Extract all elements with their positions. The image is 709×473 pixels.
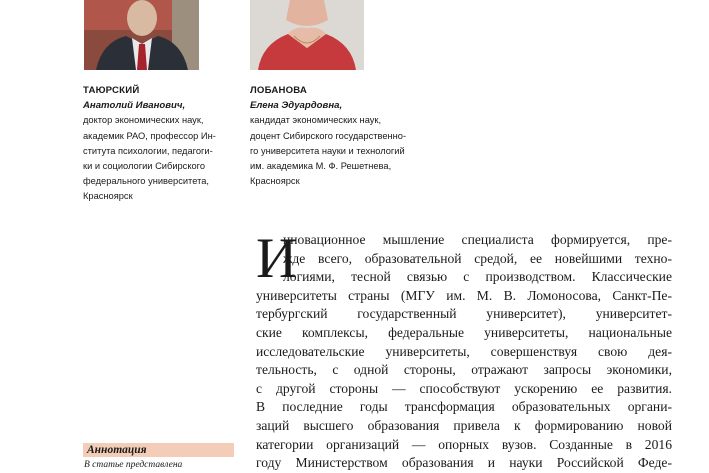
author-block-lobanova bbox=[250, 83, 440, 189]
annotation-text: В статье представлена bbox=[84, 460, 183, 470]
article-line: жде всего, образовательной средой, ее новейшими техно- bbox=[283, 250, 672, 266]
annotation-heading: Аннотация bbox=[83, 443, 234, 457]
article-line: категории организаций — опорных вузов. Созданные в 2016 bbox=[256, 436, 672, 452]
article-line: с другой стороны — способствуют ускорению ее развития. bbox=[256, 380, 672, 396]
article-line: В последние годы трансформация образовательных органи- bbox=[256, 399, 672, 415]
author-surname: ТАЮРСКИЙ bbox=[83, 85, 140, 96]
article-line: тербургский государственный университет), университет- bbox=[256, 306, 672, 322]
author-surname: ЛОБАНОВА bbox=[250, 85, 308, 96]
article-body bbox=[256, 227, 672, 473]
author-given-name: Елена Эдуардовна, bbox=[250, 100, 343, 112]
author-given-name: Анатолий Иванович, bbox=[83, 100, 186, 112]
article-line: году Министерством образования и науки Российской Феде- bbox=[256, 455, 672, 471]
drop-cap: И bbox=[256, 227, 298, 290]
author-credentials: кандидат экономических наук, доцент Сибирского государственно- го университета науки и технологий им. академика М. Ф. Решетнева, Красноярск bbox=[250, 115, 407, 187]
article-line: исследовательские университеты, совершенствуя свою дея- bbox=[256, 343, 672, 359]
article-line: нновационное мышление специалиста формируется, пре- bbox=[283, 232, 672, 247]
author-photo-tayurskiy bbox=[84, 0, 199, 70]
article-line: тельность, с одной стороны, отражают запросы экономики, bbox=[256, 362, 672, 378]
author-block-tayurskiy bbox=[83, 83, 243, 205]
author-credentials: доктор экономических наук, академик РАО, профессор Ин- ститута психологии, педагоги- ки и социологии Сибирского федерального университета, Красноярск bbox=[83, 115, 216, 202]
author-photo-lobanova bbox=[250, 0, 364, 70]
article-line: университеты страны (МГУ им. М. В. Ломоносова, Санкт-Пе- bbox=[256, 287, 672, 303]
article-line: заций высшего образования привела к формированию новой bbox=[256, 417, 672, 433]
article-line: логиями, тесной связью с производством. Классические bbox=[283, 269, 672, 285]
article-line: ские комплексы, федеральные университеты, национальные bbox=[256, 324, 672, 340]
